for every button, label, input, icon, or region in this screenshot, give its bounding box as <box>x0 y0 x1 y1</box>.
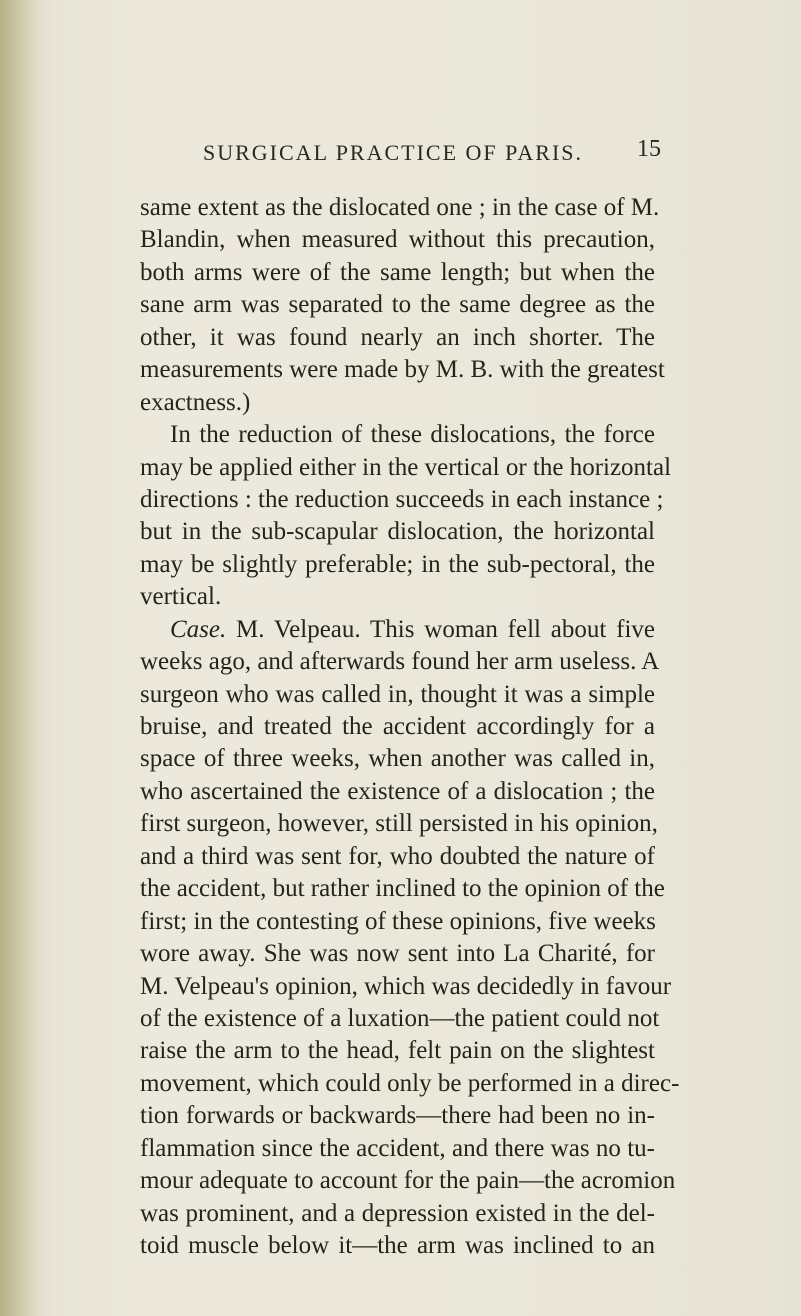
text-line: and a third was sent for, who doubted the nature of <box>140 842 655 870</box>
text-line: the accident, but rather inclined to the opinion of the <box>140 875 665 903</box>
text-line: movement, which could only be performed in a direc- <box>140 1069 680 1097</box>
body-text <box>140 192 680 1262</box>
text-line: first; in the contesting of these opinions, five weeks <box>140 907 656 935</box>
running-title: SURGICAL PRACTICE OF PARIS. <box>203 140 584 165</box>
text-line: directions : the reduction succeeds in each instance ; <box>140 485 664 513</box>
text-line: space of three weeks, when another was called in, <box>140 745 655 773</box>
text-line: In the reduction of these dislocations, the force <box>170 421 655 449</box>
text-line: both arms were of the same length; but when the <box>140 258 655 286</box>
text-line: mour adequate to account for the pain—the acromion <box>140 1167 676 1195</box>
text-line: Blandin, when measured without this precaution, <box>140 226 655 254</box>
text-line: exactness.) <box>140 388 251 416</box>
text-line: was prominent, and a depression existed in the del- <box>140 1199 655 1227</box>
text-line: measurements were made by M. B. with the greatest <box>140 356 665 384</box>
text-line: weeks ago, and afterwards found her arm useless. A <box>140 648 660 676</box>
text-line: other, it was found nearly an inch shorter. The <box>140 323 655 351</box>
text-line: M. Velpeau's opinion, which was decidedly in favour <box>140 972 672 1000</box>
text-line: vertical. <box>140 583 222 611</box>
text-line: raise the arm to the head, felt pain on the slightest <box>140 1037 655 1065</box>
text-line: bruise, and treated the accident accordingly for a <box>140 713 655 740</box>
text-line-rest: M. Velpeau. This woman fell about five <box>226 615 655 643</box>
page-number: 15 <box>637 136 661 162</box>
text-line <box>140 614 655 646</box>
text-line: may be slightly preferable; in the sub-pectoral, the <box>140 550 655 578</box>
text-line: but in the sub-scapular dislocation, the horizontal <box>140 518 655 546</box>
text-line: sane arm was separated to the same degree as the <box>140 291 655 319</box>
text-line: same extent as the dislocated one ; in the case of M. <box>140 194 660 221</box>
case-label: Case. <box>170 615 227 643</box>
text-line: surgeon who was called in, thought it was a simple <box>140 680 655 708</box>
text-line: first surgeon, however, still persisted in his opinion, <box>140 810 658 838</box>
text-line: flammation since the accident, and there was no tu- <box>140 1134 655 1162</box>
text-line: who ascertained the existence of a dislocation ; the <box>140 777 655 805</box>
text-line: toid muscle below it—the arm was inclined to an <box>140 1232 655 1259</box>
text-line: may be applied either in the vertical or the horizontal <box>140 453 672 481</box>
text-line: tion forwards or backwards—there had been no in- <box>140 1102 655 1130</box>
text-line: wore away. She was now sent into La Charité, for <box>140 940 655 968</box>
text-line: of the existence of a luxation—the patient could not <box>140 1004 660 1032</box>
